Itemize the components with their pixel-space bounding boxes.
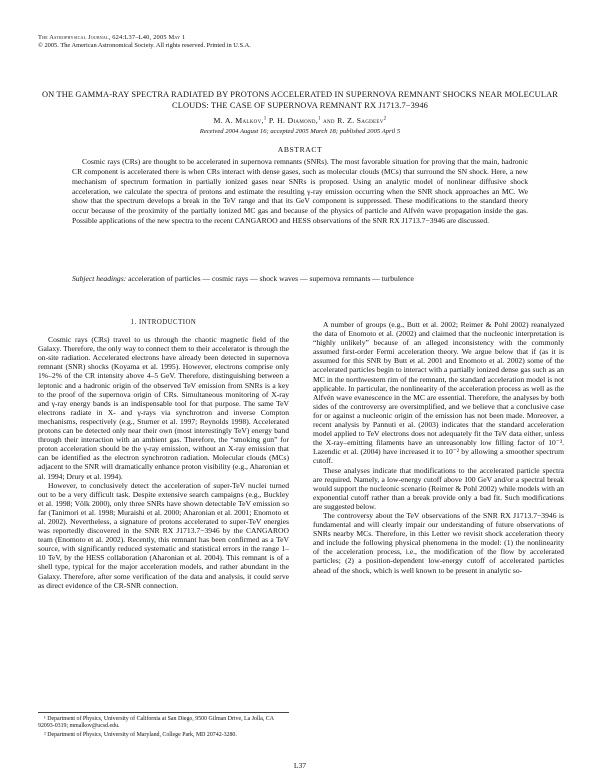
journal-line: The Astrophysical Journal, 624:L37–L40, 2005 May 1 [38,34,186,41]
copyright-line: © 2005. The American Astronomical Society. All rights reserved. Printed in U.S.A. [38,42,251,49]
author-name: P. H. Diamond, [268,116,319,125]
subject-headings-label: Subject headings: [72,274,127,283]
body-paragraph: These analyses indicate that modifications to the accelerated particle spectra are required. Namely, a low-energy cutoff above 100 GeV and/or a spectral break would support the nucleonic scenario (Reimer & Pohl 2002) while models with an exponential cutoff rather than a break provide only a bad fit. Such modifications are suggested below. [313,465,564,511]
publication-dates: Received 2004 August 16; accepted 2005 March 18; published 2005 April 5 [199,128,401,135]
subject-headings [72,274,540,284]
author-line [0,116,600,125]
abstract-heading: ABSTRACT [277,145,323,154]
left-column [38,318,289,590]
affiliation-mark: 1 [318,116,321,122]
footnote: ² Department of Physics, University of Maryland, College Park, MD 20742-3280. [44,731,237,738]
body-paragraph: The controversy about the TeV observations of the SNR RX J1713.7−3946 is fundamental and will clearly impair our understanding of future observations of SNRs nearby MCs. Therefore, in this Letter we revisit shock acceleration theory and include the following physical phenomena in the model: (1) the nonlinearity of the acceleration process, i.e., the modification of the flow by accelerated particles; (2) a position-dependent low-energy cutoff of accelerated particles ahead of the shock, which is well known to be present in analytic so- [313,510,564,575]
author-name: M. A. Malkov, [213,116,264,125]
body-paragraph: A number of groups (e.g., Butt et al. 2002; Reimer & Pohl 2002) reanalyzed the data of Enomoto et al. (2002) and claimed that the nucleonic interpretation is “highly unlikely” because of an alleged inconsistency with the commonly assumed first-order Fermi acceleration theory. We argue below that if (as it is assumed for this SNR by Butt et al. 2001 and Enomoto et al. 2002) some of the accelerated particles begin to interact with a partially ionized dense gas such as an MC in the northwestern rim of the remnant, the standard acceleration model is not applicable. In particular, the nonlinearity of the acceleration process as well as the Alfvén wave evanescence in the MC are essential. Therefore, the analyses by both sides of the controversy are oversimplified, and we believe that a conclusive case for or against a nucleonic origin of the emission has not been made. Moreover, a recent analysis by Pannuti et al. (2003) indicates that the standard acceleration model applied to TeV electrons does not adequately fit the TeV data either, unless the X-ray–emitting filaments have an unreasonably low filling factor of 10⁻³. Lazendic et al. (2004) have increased it to 10⁻² by allowing a smoother spectrum cutoff. [313,320,564,466]
affiliation-mark: 1 [263,116,267,122]
running-header [38,34,251,50]
abstract-text: Cosmic rays (CRs) are thought to be accelerated in supernova remnants (SNRs). The most favorable situation for proving that the main, hadronic CR component is accelerated there is when CRs interact with dense gases, such as molecular clouds (MCs) that surround the SN shock. Here, a new mechanism of spectrum formation in partially ionized gases near SNRs is proposed. Using an analytic model of nonlinear diffusive shock acceleration, we calculate the spectra of protons and estimate the resulting γ-ray emission occurring when the SNR shock approaches an MC. We show that the spectrum develops a break in the TeV range and that its GeV component is suppressed. These modifications to the standard theory occur because of the proximity of the partially ionized MC gas and because of the physics of particle and Alfvén wave propagation inside the gas. Possible applications of the new spectra to the recent CANGAROO and HESS observations of the SNR RX J1713.7−3946 are discussed. [72,157,528,226]
author-name: R. Z. Sagdeev [337,116,384,125]
footnote: ¹ Department of Physics, University of California at San Diego, 9500 Gilman Drive, La Jolla, CA 92093-0319; mmalkov@ucsd.edu. [38,716,274,730]
right-column [313,320,564,575]
paper-title: ON THE GAMMA-RAY SPECTRA RADIATED BY PROTONS ACCELERATED IN SUPERNOVA REMNANT SHOCKS NEAR MOLECULAR CLOUDS: THE CASE OF SUPERNOVA REMNANT RX J1713.7−3946 [41,90,559,110]
subject-headings-text: acceleration of particles — cosmic rays — shock waves — supernova remnants — turbulence [128,274,414,283]
body-paragraph: However, to conclusively detect the acceleration of super-TeV nuclei turned out to be a very difficult task. Despite extensive search campaigns (e.g., Buckley et al. 1998; Völk 2000), only three SNRs have shown detectable TeV emission so far (Tanimori et al. 1998; Muraishi et al. 2000; Aharonian et al. 2001; Enomoto et al. 2002). Nevertheless, a signature of protons accelerated to super-TeV energies was reportedly discovered in the SNR RX J1713.7−3946 by the CANGAROO team (Enomoto et al. 2002). Recently, this remnant has been confirmed as a TeV source, with significantly reduced systematic and statistical errors in the range 1–10 TeV, by the HESS collaboration (Aharonian et al. 2004). This remnant is of a shell type, typical for the major acceleration models, and rather abundant in the Galaxy. Therefore, after some verification of the data and analysis, it could serve as direct evidence of the CR-SNR connection. [38,480,289,590]
body-paragraph: Cosmic rays (CRs) travel to us through the chaotic magnetic field of the Galaxy. Therefore, the only way to connect them to their accelerator is through the on-site radiation. Accelerated electrons have already been detected in supernova remnant (SNR) shocks (Koyama et al. 1995). However, electrons comprise only 1%–2% of the CR intensity above 4–5 GeV. Therefore, distinguishing between a leptonic and a hadronic origin of the observed TeV emission from SNRs is a key to the proof of the supernova origin of CRs. Simultaneous monitoring of X-ray and γ-ray energy bands is an indispensable tool for that purpose. The same TeV electrons radiate in X- and γ-rays via synchrotron and inverse Compton mechanisms, respectively (e.g., Sturner et al. 1997; Reynolds 1998). Accelerated protons can be detected only near their own (most interestingly TeV) energy band through their interaction with an ambient gas. Therefore, the “smoking gun” for proton acceleration should be the γ-ray emission, without an X-ray emission that can be identified as the electron synchrotron radiation. Molecular clouds (MCs) adjacent to the SNR will dramatically enhance proton visibility (e.g., Aharonian et al. 1994; Drury et al. 1994). [38,335,289,481]
section-heading: 1. INTRODUCTION [130,319,197,326]
page-number: L37 [293,761,307,770]
footnotes [38,712,289,740]
author-conjunction: and [323,116,335,125]
affiliation-mark: 2 [383,116,387,122]
